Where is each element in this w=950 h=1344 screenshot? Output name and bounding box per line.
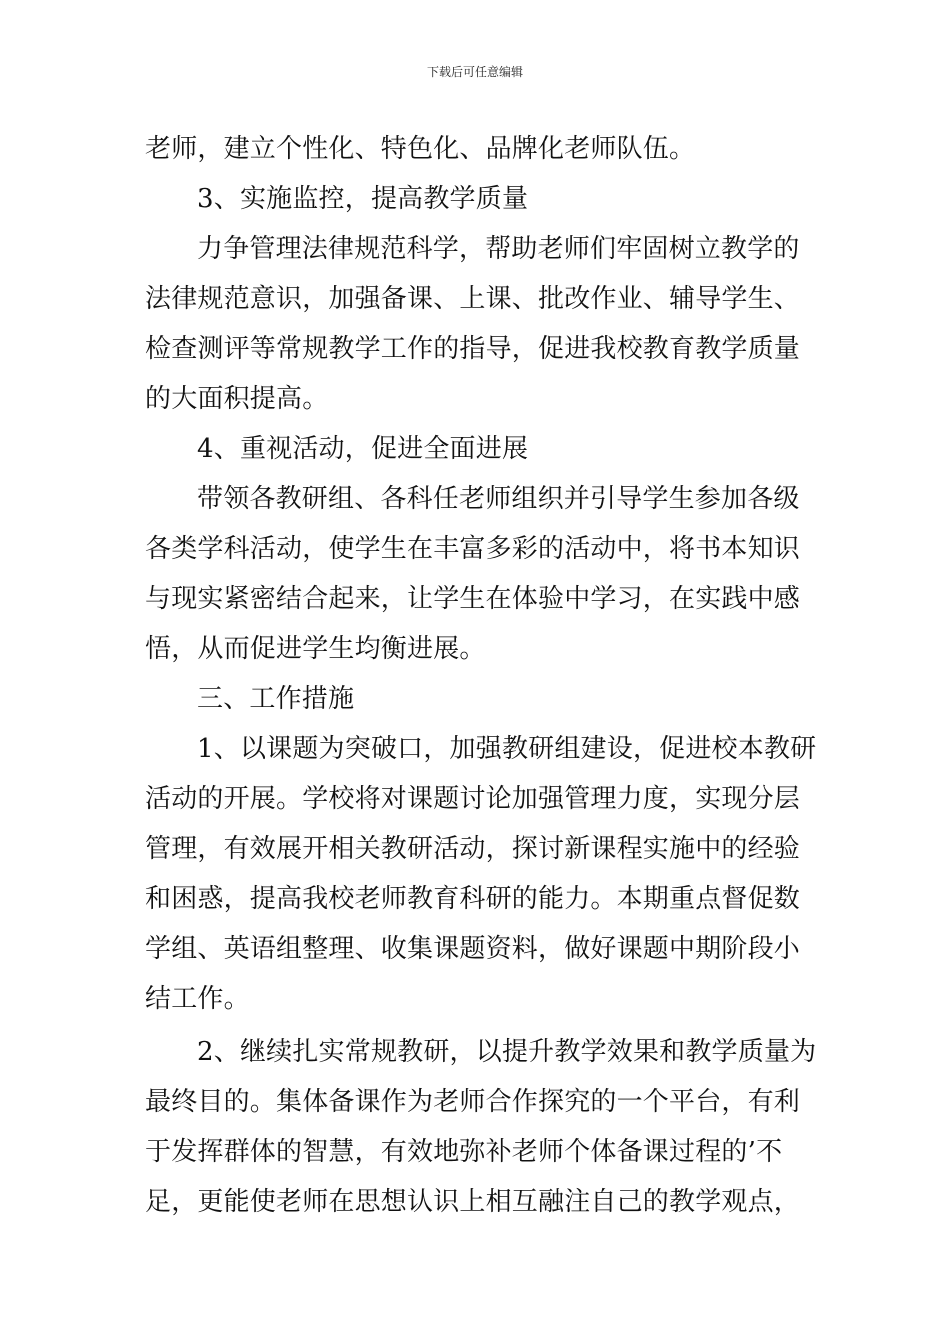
text-line: 管理，有效展开相关教研活动，探讨新课程实施中的经验 — [145, 834, 801, 864]
text-line: 检查测评等常规教学工作的指导，促进我校教育教学质量 — [145, 334, 801, 364]
text-line: 各类学科活动，使学生在丰富多彩的活动中，将书本知识 — [145, 534, 801, 564]
text-line: 和困惑，提高我校老师教育科研的能力。本期重点督促数 — [145, 884, 801, 914]
text-line: 足，更能使老师在思想认识上相互融注自己的教学观点， — [145, 1187, 801, 1217]
text-line: 1、以课题为突破口，加强教研组建设，促进校本教研 — [197, 734, 817, 764]
text-line: 老师，建立个性化、特色化、品牌化老师队伍。 — [145, 134, 696, 164]
text-line: 于发挥群体的智慧，有效地弥补老师个体备课过程的’不 — [145, 1137, 783, 1167]
page-header: 下载后可任意编辑 — [426, 65, 523, 79]
text-line: 最终目的。集体备课作为老师合作探究的一个平台，有利 — [145, 1087, 801, 1117]
text-line: 学组、英语组整理、收集课题资料，做好课题中期阶段小 — [145, 934, 801, 964]
text-line: 结工作。 — [145, 984, 250, 1014]
text-line: 带领各教研组、各科任老师组织并引导学生参加各级 — [197, 484, 800, 514]
document-body — [145, 124, 825, 1227]
section-heading: 三、工作措施 — [197, 684, 355, 714]
section-heading: 4、重视活动，促进全面进展 — [197, 434, 529, 464]
text-line: 力争管理法律规范科学，帮助老师们牢固树立教学的 — [197, 234, 800, 264]
text-line: 的大面积提高。 — [145, 384, 329, 414]
text-line: 悟，从而促进学生均衡进展。 — [145, 634, 486, 664]
text-line: 与现实紧密结合起来，让学生在体验中学习，在实践中感 — [145, 584, 801, 614]
text-line: 活动的开展。学校将对课题讨论加强管理力度，实现分层 — [145, 784, 801, 814]
section-heading: 3、实施监控，提高教学质量 — [197, 184, 529, 214]
text-line: 法律规范意识，加强备课、上课、批改作业、辅导学生、 — [145, 284, 801, 314]
text-line: 2、继续扎实常规教研，以提升教学效果和教学质量为 — [197, 1037, 817, 1067]
